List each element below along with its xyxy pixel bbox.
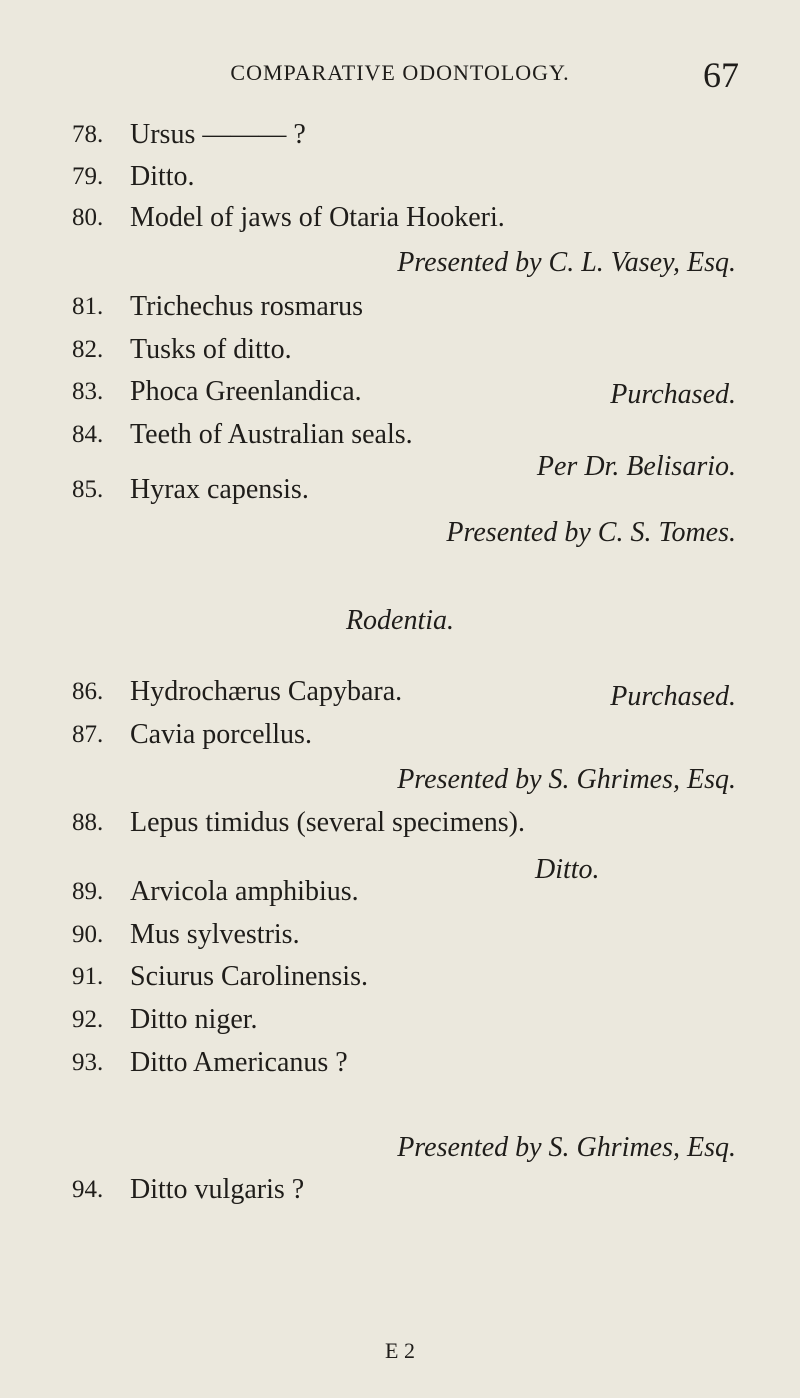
provenance-note: Purchased. xyxy=(610,681,736,712)
entry-number: 94. xyxy=(72,1176,104,1203)
provenance-note: Presented by C. S. Tomes. xyxy=(446,517,736,548)
entry-text: Mus sylvestris. xyxy=(130,919,300,950)
entry-text: Phoca Greenlandica. xyxy=(130,376,362,407)
entry-text: Tusks of ditto. xyxy=(130,334,292,365)
running-header: COMPARATIVE ODONTOLOGY. xyxy=(230,60,570,85)
entry-number: 93. xyxy=(72,1049,104,1076)
entry-text: Sciurus Carolinensis. xyxy=(130,961,368,992)
entry-number: 78. xyxy=(72,121,104,148)
entry-number: 91. xyxy=(72,963,104,990)
entry-number: 79. xyxy=(72,163,104,190)
entry-number: 89. xyxy=(72,878,104,905)
page-number: 67 xyxy=(703,55,739,95)
provenance-note: Presented by S. Ghrimes, Esq. xyxy=(397,764,736,795)
entry-number: 90. xyxy=(72,921,104,948)
provenance-note: Presented by S. Ghrimes, Esq. xyxy=(397,1132,736,1163)
entry-text: Ditto niger. xyxy=(130,1004,258,1035)
entry-text: Hydrochærus Capybara. xyxy=(130,676,403,707)
provenance-note: Presented by C. L. Vasey, Esq. xyxy=(397,247,736,278)
entry-number: 85. xyxy=(72,476,104,503)
entry-number: 86. xyxy=(72,678,104,705)
entry-text: Trichechus rosmarus xyxy=(130,291,364,322)
entry-text: Ditto Americanus ? xyxy=(130,1047,348,1078)
entry-text: Ditto. xyxy=(130,161,195,192)
provenance-note: Ditto. xyxy=(535,854,600,885)
provenance-note: Per Dr. Belisario. xyxy=(536,451,736,482)
entry-number: 82. xyxy=(72,336,104,363)
entry-number: 83. xyxy=(72,378,104,405)
entry-number: 88. xyxy=(72,809,104,836)
entry-text: Cavia porcellus. xyxy=(130,719,312,750)
entry-text: Teeth of Australian seals. xyxy=(130,419,413,450)
entry-text: Ditto vulgaris ? xyxy=(130,1174,305,1205)
entry-number: 81. xyxy=(72,293,104,320)
signature-mark: E 2 xyxy=(385,1338,415,1363)
entry-text: Hyrax capensis. xyxy=(130,474,309,505)
entry-text: Ursus ——— ? xyxy=(130,119,306,150)
entry-number: 92. xyxy=(72,1006,104,1033)
entry-text: Lepus timidus (several specimens). xyxy=(130,807,526,838)
entry-text: Arvicola amphibius. xyxy=(130,876,359,907)
entry-text: Model of jaws of Otaria Hookeri. xyxy=(130,202,505,233)
entry-number: 84. xyxy=(72,421,104,448)
entry-number: 80. xyxy=(72,204,104,231)
section-heading: Rodentia. xyxy=(345,605,455,636)
entry-number: 87. xyxy=(72,721,104,748)
provenance-note: Purchased. xyxy=(610,379,736,410)
